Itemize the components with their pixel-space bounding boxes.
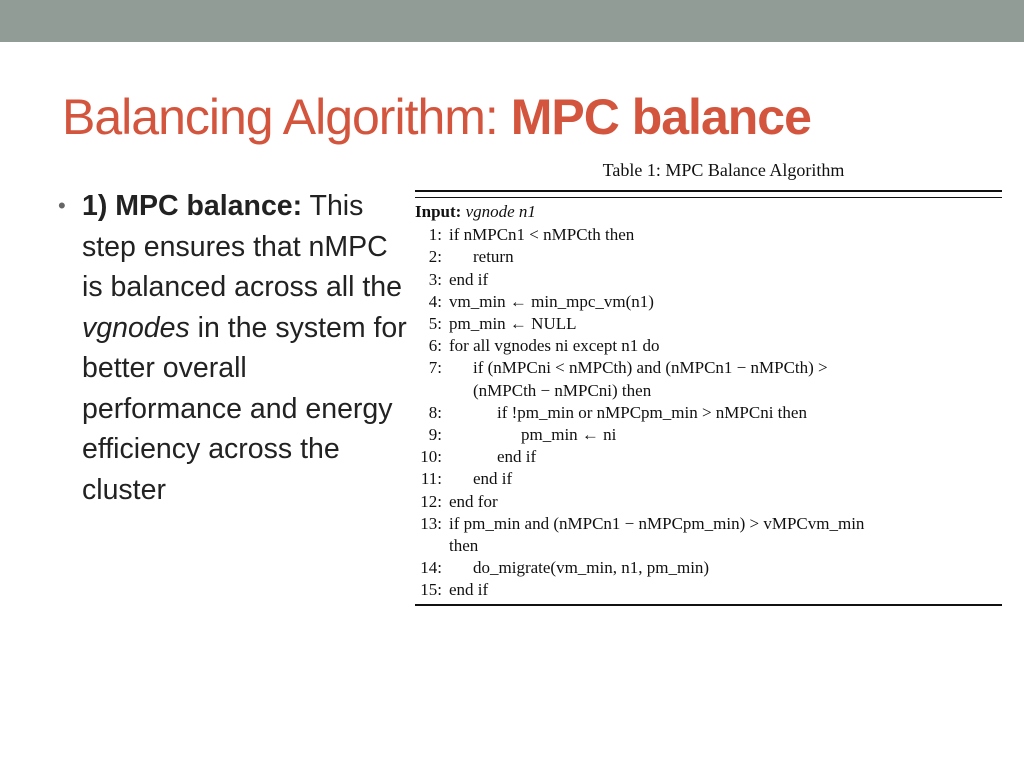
algorithm-line <box>415 224 1002 246</box>
algorithm-line <box>415 424 1002 446</box>
algorithm-line <box>415 491 1002 513</box>
line-number: 10: <box>420 447 442 467</box>
line-number: 8: <box>428 402 442 422</box>
line-number <box>415 535 442 557</box>
line-code: pm_min ← ni <box>521 425 617 445</box>
bullet-text-italic: vgnodes <box>82 311 190 344</box>
line-code: pm_min ← NULL <box>449 314 577 334</box>
algorithm-line <box>415 313 1002 335</box>
bullet-text-after: in the system for better overall performance and energy efficiency across the cluster <box>82 311 407 506</box>
line-number: 15: <box>420 580 442 600</box>
line-number <box>415 380 442 402</box>
header-band <box>0 0 1024 42</box>
algorithm-body <box>415 198 1002 602</box>
line-number: 13: <box>420 513 442 533</box>
algorithm-line <box>415 291 1002 313</box>
line-code: do_migrate(vm_min, n1, pm_min) <box>473 558 710 578</box>
algorithm-table <box>415 158 1002 606</box>
line-code: (nMPCth − nMPCni) then <box>473 380 652 400</box>
line-number: 11: <box>420 469 442 489</box>
input-value: vgnode n1 <box>465 202 536 221</box>
algorithm-line <box>415 357 1002 379</box>
line-code: if !pm_min or nMPCpm_min > nMPCni then <box>497 402 807 422</box>
algorithm-caption: Table 1: MPC Balance Algorithm <box>602 160 845 180</box>
line-code: end for <box>449 491 498 511</box>
line-code: if nMPCn1 < nMPCth then <box>449 225 635 245</box>
line-code: if pm_min and (nMPCn1 − nMPCpm_min) > vMPCvm_min <box>449 513 865 533</box>
algorithm-line <box>415 402 1002 424</box>
line-number: 4: <box>428 291 442 311</box>
algorithm-line <box>415 468 1002 490</box>
line-number: 12: <box>420 491 442 511</box>
line-code: end if <box>497 447 537 467</box>
line-code: return <box>473 247 514 267</box>
line-number: 5: <box>428 314 442 334</box>
bullet-dot-icon: • <box>58 193 66 218</box>
algorithm-line <box>415 246 1002 268</box>
line-code: end if <box>473 469 513 489</box>
algorithm-line <box>415 557 1002 579</box>
line-code: end if <box>449 580 489 600</box>
algorithm-input-line <box>415 201 1002 223</box>
line-code: then <box>449 536 479 556</box>
line-number: 1: <box>428 225 442 245</box>
line-number: 3: <box>428 269 442 289</box>
top-rule <box>415 190 1002 192</box>
algorithm-line <box>415 380 1002 402</box>
line-number: 7: <box>428 358 442 378</box>
bullet-item <box>58 186 408 510</box>
line-code: vm_min ← min_mpc_vm(n1) <box>449 291 654 311</box>
slide-title-plain: Balancing Algorithm: <box>62 89 511 145</box>
algorithm-line <box>415 335 1002 357</box>
bullet-list <box>58 186 408 510</box>
algorithm-line <box>415 513 1002 535</box>
bullet-text-before: This step ensures that nMPC is balanced across all the <box>82 190 403 303</box>
slide-title <box>62 82 811 152</box>
algorithm-line <box>415 535 1002 557</box>
algorithm-line <box>415 269 1002 291</box>
bullet-heading: 1) MPC balance: <box>82 190 303 222</box>
input-label: Input: <box>415 202 462 221</box>
slide-title-bold: MPC balance <box>510 89 811 145</box>
line-code: if (nMPCni < nMPCth) and (nMPCn1 − nMPCth) > <box>473 358 828 378</box>
line-number: 2: <box>428 247 442 267</box>
bottom-rule <box>415 604 1002 606</box>
line-number: 6: <box>428 336 442 356</box>
line-number: 14: <box>420 558 442 578</box>
algorithm-line <box>415 579 1002 601</box>
line-code: end if <box>449 269 489 289</box>
algorithm-lines <box>415 224 1002 601</box>
line-code: for all vgnodes ni except n1 do <box>449 336 660 356</box>
algorithm-line <box>415 446 1002 468</box>
line-number: 9: <box>428 425 442 445</box>
